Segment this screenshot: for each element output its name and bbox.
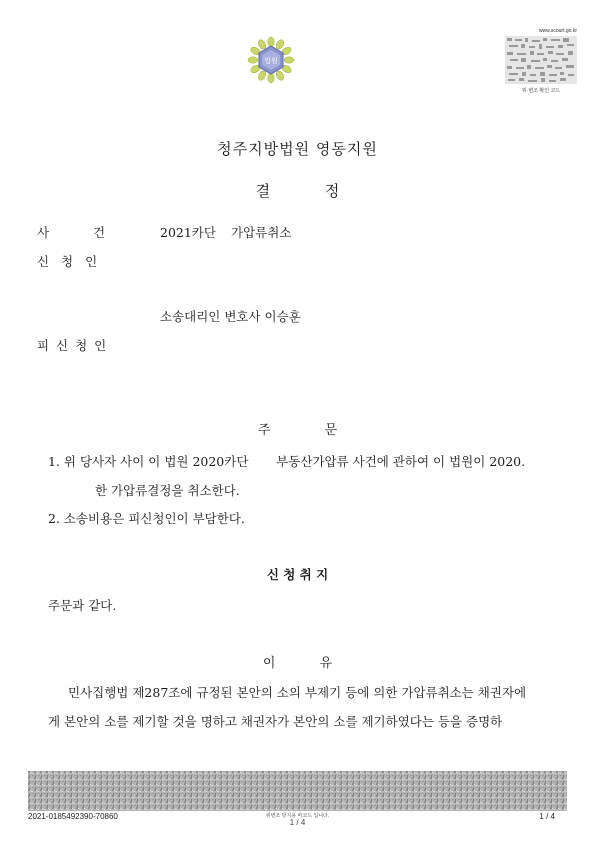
- case-label: 사 건: [37, 225, 106, 240]
- emblem-text: 법원: [264, 57, 278, 65]
- order-item-1-line-2: 한 가압류결정을 취소한다.: [95, 483, 240, 498]
- reason-line-2: 게 본안의 소를 제기할 것을 명하고 채권자가 본안의 소를 제기하였다는 등을 증명하: [48, 714, 503, 729]
- order-item-2: 2. 소송비용은 피신청인이 부담한다.: [48, 511, 245, 526]
- applicant-agent: 소송대리인 변호사 이승훈: [160, 309, 301, 324]
- verification-caption: 위·변조 확인 코드: [521, 88, 561, 94]
- document-number: 2021-0185492390-70860: [28, 812, 118, 821]
- court-name: 청주지방법원 영동지원: [217, 140, 378, 158]
- verification-code: [505, 36, 577, 84]
- center-page-number: 1 / 4: [289, 818, 306, 827]
- case-number: 2021카단: [160, 225, 216, 240]
- barcode-caption: 위변조 방지용 바코드 입니다.: [265, 813, 330, 819]
- case-type: 가압류취소: [231, 225, 292, 240]
- reason-heading: 이 유: [262, 656, 333, 671]
- respondent-label: 피 신 청 인: [37, 338, 107, 353]
- anti-forgery-barcode: [28, 771, 567, 811]
- order-heading: 주 문: [257, 423, 338, 438]
- page-number: 1 / 4: [539, 812, 555, 821]
- document-title: 결 정: [255, 182, 340, 200]
- court-emblem: [247, 36, 295, 84]
- order-item-1-line-1: 1. 위 당사자 사이 이 법원 2020카단 부동산가압류 사건에 관하여 이 법원이 2020.: [48, 454, 526, 469]
- purpose-text: 주문과 같다.: [48, 598, 117, 613]
- purpose-heading: 신 청 취 지: [266, 567, 329, 582]
- reason-line-1: 민사집행법 제287조에 규정된 본안의 소의 부제기 등에 의한 가압류취소는 채권자에: [68, 685, 527, 700]
- applicant-label: 신 청 인: [37, 254, 98, 269]
- site-url: www.scourt.go.kr: [538, 28, 577, 34]
